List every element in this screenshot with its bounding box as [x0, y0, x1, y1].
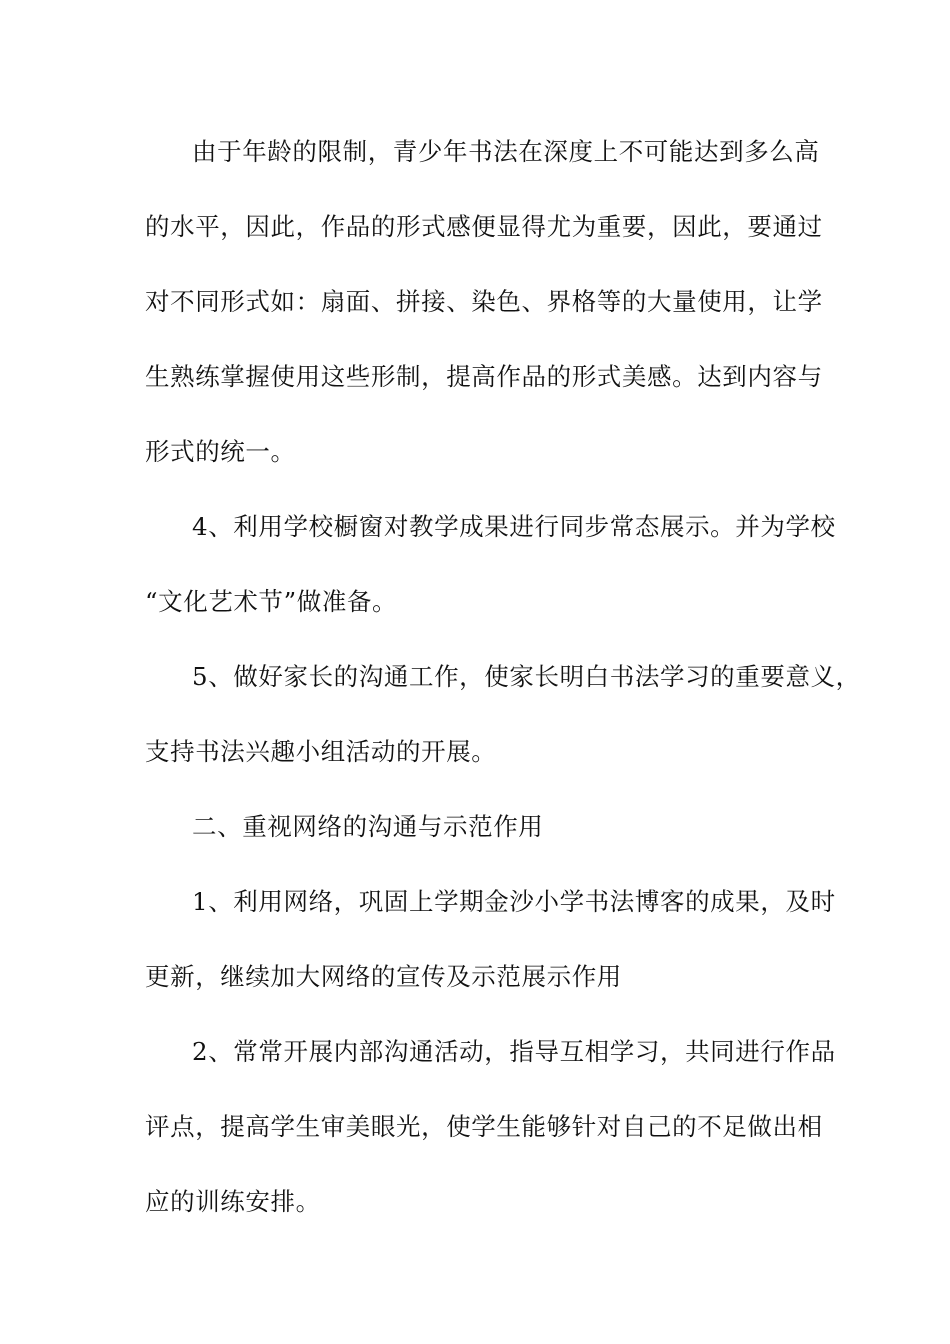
section-heading: 二、重视网络的沟通与示范作用 [192, 812, 544, 841]
paragraph-line: 对不同形式如：扇面、拼接、染色、界格等的大量使用，让学 [145, 287, 823, 316]
paragraph-line: 2、常常开展内部沟通活动，指导互相学习，共同进行作品 [192, 1037, 836, 1066]
paragraph-line: 由于年龄的限制，青少年书法在深度上不可能达到多么高 [192, 137, 820, 166]
paragraph-line: 更新，继续加大网络的宣传及示范展示作用 [145, 962, 622, 991]
paragraph-line: 评点，提高学生审美眼光，使学生能够针对自己的不足做出相 [145, 1112, 823, 1141]
paragraph-line: 4、利用学校橱窗对教学成果进行同步常态展示。并为学校 [192, 512, 836, 541]
paragraph-line: 生熟练掌握使用这些形制，提高作品的形式美感。达到内容与 [145, 362, 823, 391]
paragraph-line: 应的训练安排。 [145, 1187, 321, 1216]
paragraph-line: “文化艺术节”做准备。 [145, 587, 398, 616]
paragraph-line: 形式的统一。 [145, 437, 296, 466]
paragraph-line: 的水平，因此，作品的形式感便显得尤为重要，因此，要通过 [145, 212, 823, 241]
paragraph-line: 5、做好家长的沟通工作，使家长明白书法学习的重要意义， [192, 662, 861, 691]
paragraph-line: 1、利用网络，巩固上学期金沙小学书法博客的成果，及时 [192, 887, 836, 916]
paragraph-line: 支持书法兴趣小组活动的开展。 [145, 737, 497, 766]
